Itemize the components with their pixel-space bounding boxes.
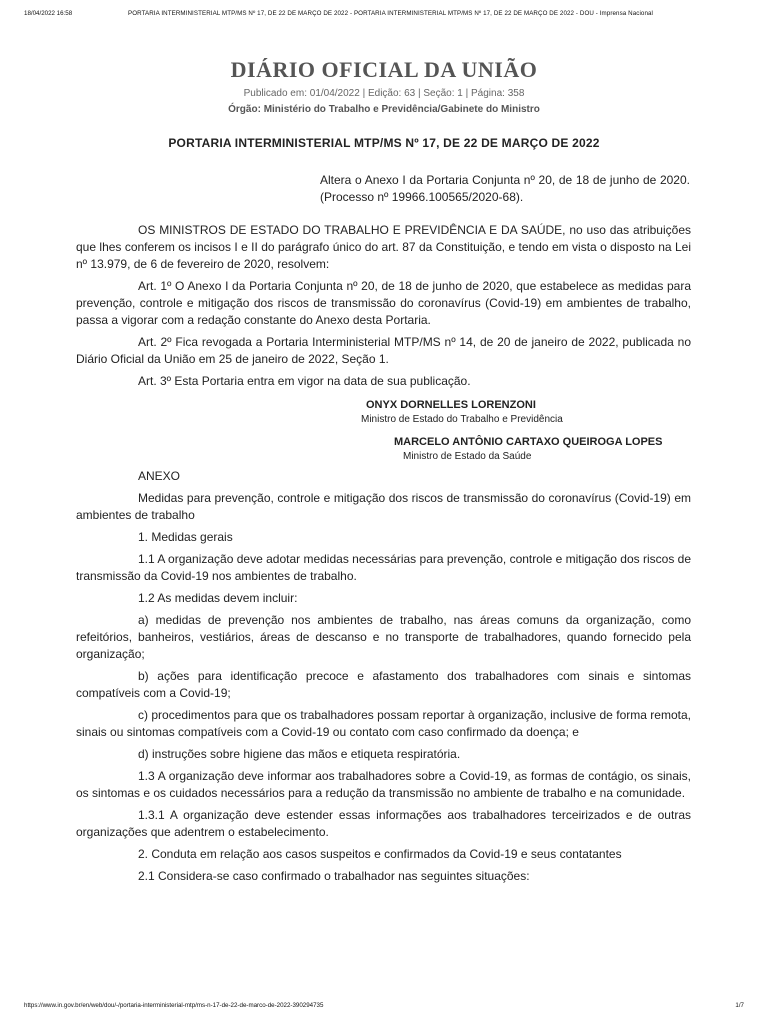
preamble: OS MINISTROS DE ESTADO DO TRABALHO E PREVIDÊNCIA E DA SAÚDE, no uso das atribuições que lhes conferem os incisos I e II do parágrafo único do art. 87 da Constituição, e tendo em vista o disposto na Lei nº 13.979, de 6 de fevereiro de 2020, resolvem: (76, 223, 691, 271)
annex-paragraph: 1.1 A organização deve adotar medidas necessárias para prevenção, controle e mitigação dos riscos de transmissão da Covid-19 nos ambientes de trabalho. (76, 552, 691, 583)
annex-label: ANEXO (138, 469, 181, 483)
annex-paragraph: 1.3 A organização deve informar aos trabalhadores sobre a Covid-19, as formas de contágio, os sinais, os sintomas e os cuidados necessários para a redução da transmissão no ambiente de trabalho e na comunidade. (76, 769, 691, 800)
article-1: Art. 1º O Anexo I da Portaria Conjunta nº 20, de 18 de junho de 2020, que estabelece as medidas para prevenção, controle e mitigação dos riscos de transmissão do coronavírus (Covid-19) em ambientes de trabalho, passa a vigorar com a redação constante do Anexo desta Portaria. (76, 279, 691, 327)
annex-paragraph: 1. Medidas gerais (138, 530, 233, 544)
annex-paragraph: c) procedimentos para que os trabalhadores possam reportar à organização, inclusive de forma remota, sinais ou sintomas compatíveis com a Covid-19 ou contato com caso confirmado da doença; e (76, 708, 691, 739)
publication-organ: Órgão: Ministério do Trabalho e Previdência/Gabinete do Ministro (228, 104, 540, 115)
print-url: https://www.in.gov.br/en/web/dou/-/portaria-interministerial-mtp/ms-n-17-de-22-de-marco-de-2022-390294735 (24, 1002, 324, 1009)
annex-paragraph: 2.1 Considera-se caso confirmado o trabalhador nas seguintes situações: (138, 869, 530, 883)
signature-name: MARCELO ANTÔNIO CARTAXO QUEIROGA LOPES (394, 436, 663, 448)
publication-brand: DIÁRIO OFICIAL DA UNIÃO (230, 57, 538, 82)
masthead (0, 56, 768, 116)
print-datetime: 18/04/2022 16:58 (24, 10, 73, 17)
signature-block-2 (76, 435, 691, 464)
article-2: Art. 2º Fica revogada a Portaria Interministerial MTP/MS nº 14, de 20 de janeiro de 2022, publicada no Diário Oficial da União em 25 de janeiro de 2022, Seção 1. (76, 335, 691, 366)
print-header (24, 10, 744, 22)
publication-meta: Publicado em: 01/04/2022 | Edição: 63 | Seção: 1 | Página: 358 (243, 88, 525, 99)
annex-paragraph: a) medidas de prevenção nos ambientes de trabalho, nas áreas comuns da organização, como refeitórios, banheiros, vestiários, áreas de descanso e no transporte de trabalhadores, quando fornecido pela organização; (76, 613, 691, 661)
annex-paragraph: 1.2 As medidas devem incluir: (138, 591, 298, 605)
signature-role: Ministro de Estado da Saúde (403, 451, 532, 462)
annex-paragraph: b) ações para identificação precoce e afastamento dos trabalhadores com sinais e sintomas compatíveis com a Covid-19; (76, 669, 691, 700)
annex-title: Medidas para prevenção, controle e mitigação dos riscos de transmissão do coronavírus (Covid-19) em ambientes de trabalho (76, 491, 691, 522)
annex-paragraph: d) instruções sobre higiene das mãos e etiqueta respiratória. (138, 747, 461, 761)
signature-role: Ministro de Estado do Trabalho e Previdência (361, 414, 563, 425)
signature-name: ONYX DORNELLES LORENZONI (366, 399, 536, 411)
print-page-count: 1/7 (735, 1002, 744, 1009)
print-footer (24, 1002, 744, 1014)
document-body (76, 222, 691, 890)
signature-block-1 (76, 398, 691, 427)
article-3: Art. 3º Esta Portaria entra em vigor na data de sua publicação. (138, 374, 471, 388)
print-page-title: PORTARIA INTERMINISTERIAL MTP/MS Nº 17, DE 22 DE MARÇO DE 2022 - PORTARIA INTERMINISTERIAL MTP/MS Nº 17, DE 22 DE MARÇO DE 2022 - DOU - Imprensa Nacional (128, 10, 654, 17)
annex-paragraph: 1.3.1 A organização deve estender essas informações aos trabalhadores terceirizados e de outras organizações que adentrem o estabelecimento. (76, 808, 691, 839)
document-ementa: Altera o Anexo I da Portaria Conjunta nº 20, de 18 de junho de 2020. (Processo nº 19966.100565/2020-68). (320, 173, 690, 204)
document-title: PORTARIA INTERMINISTERIAL MTP/MS Nº 17, DE 22 DE MARÇO DE 2022 (168, 136, 600, 150)
annex-paragraph: 2. Conduta em relação aos casos suspeitos e confirmados da Covid-19 e seus contatantes (138, 847, 622, 861)
